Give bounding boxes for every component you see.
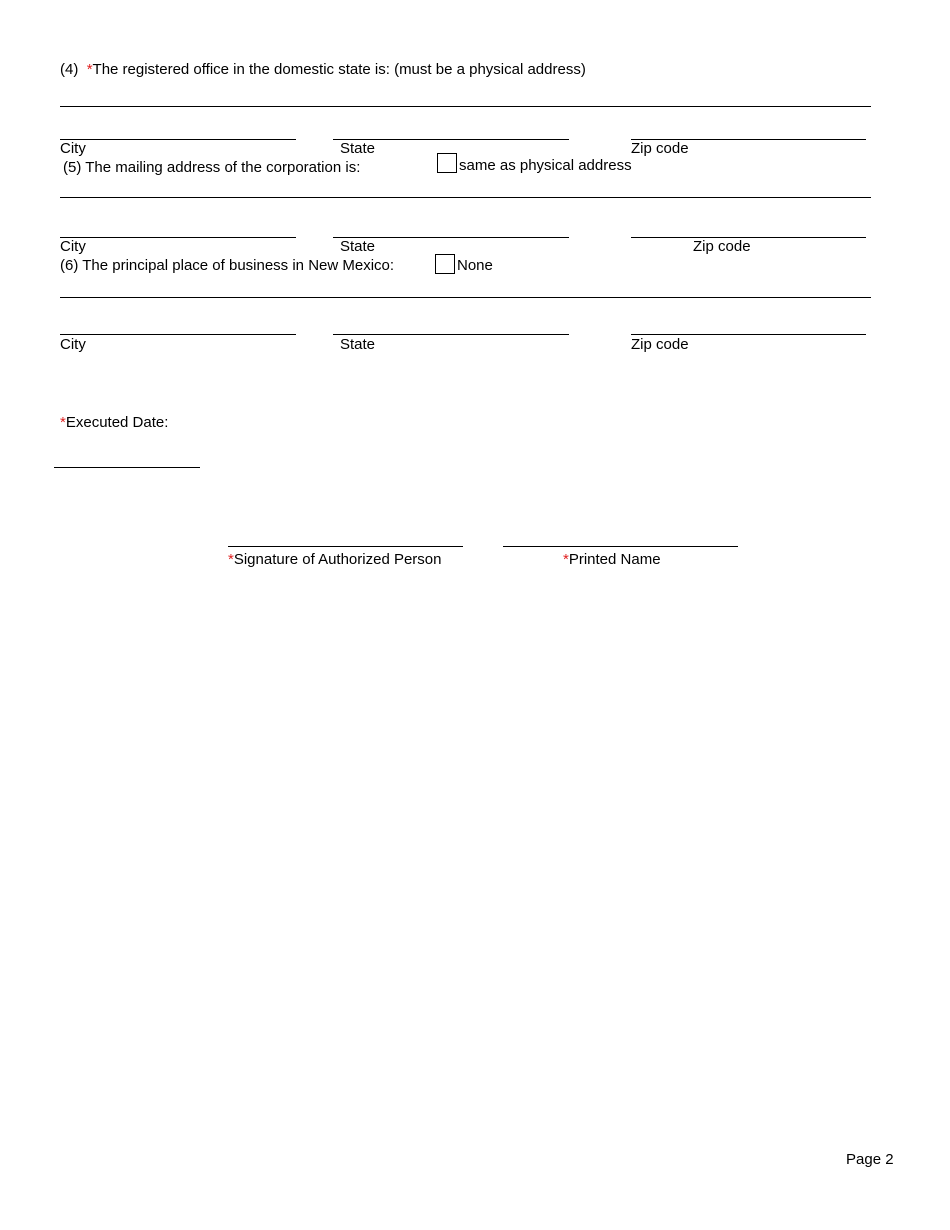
printed-name-label: Printed Name xyxy=(568,551,661,568)
city-label: City xyxy=(60,336,86,353)
zip-code-label: Zip code xyxy=(693,238,751,255)
principal-place-street-field[interactable] xyxy=(60,297,871,298)
same-as-physical-checkbox[interactable] xyxy=(437,153,457,173)
zip-code-label: Zip code xyxy=(631,336,689,353)
printed-name-label-group xyxy=(563,551,661,569)
signature-label-group xyxy=(228,551,441,569)
executed-date-heading xyxy=(60,414,168,432)
zip-code-label: Zip code xyxy=(631,140,689,157)
section-4-label: The registered office in the domestic state is: (must be a physical address) xyxy=(92,61,586,78)
required-marker: * xyxy=(228,551,234,568)
printed-name-field[interactable] xyxy=(503,546,738,547)
section-5-label: (5) The mailing address of the corporation is: xyxy=(63,159,361,176)
registered-office-city-field[interactable] xyxy=(60,139,296,140)
state-label: State xyxy=(340,336,376,353)
signature-field[interactable] xyxy=(228,546,463,547)
signature-label: Signature of Authorized Person xyxy=(233,551,442,568)
section-4-heading xyxy=(60,61,586,79)
mailing-address-city-field[interactable] xyxy=(60,237,296,238)
none-label: None xyxy=(457,257,493,274)
principal-place-city-field[interactable] xyxy=(60,334,296,335)
required-marker: * xyxy=(60,414,66,431)
section-4-number: (4) xyxy=(60,61,79,78)
executed-date-label: Executed Date: xyxy=(65,414,169,431)
section-6-label: (6) The principal place of business in New Mexico: xyxy=(60,257,395,274)
same-as-physical-label: same as physical address xyxy=(459,157,632,174)
state-label: State xyxy=(340,238,376,255)
city-label: City xyxy=(60,238,86,255)
city-label: City xyxy=(60,140,86,157)
required-marker: * xyxy=(563,551,569,568)
none-checkbox[interactable] xyxy=(435,254,455,274)
principal-place-state-field[interactable] xyxy=(333,334,569,335)
mailing-address-street-field[interactable] xyxy=(60,197,871,198)
executed-date-field[interactable] xyxy=(54,467,200,468)
state-label: State xyxy=(340,140,376,157)
principal-place-zip-field[interactable] xyxy=(631,334,866,335)
page-number: Page 2 xyxy=(846,1151,894,1168)
registered-office-street-field[interactable] xyxy=(60,106,871,107)
required-marker: * xyxy=(86,61,93,78)
